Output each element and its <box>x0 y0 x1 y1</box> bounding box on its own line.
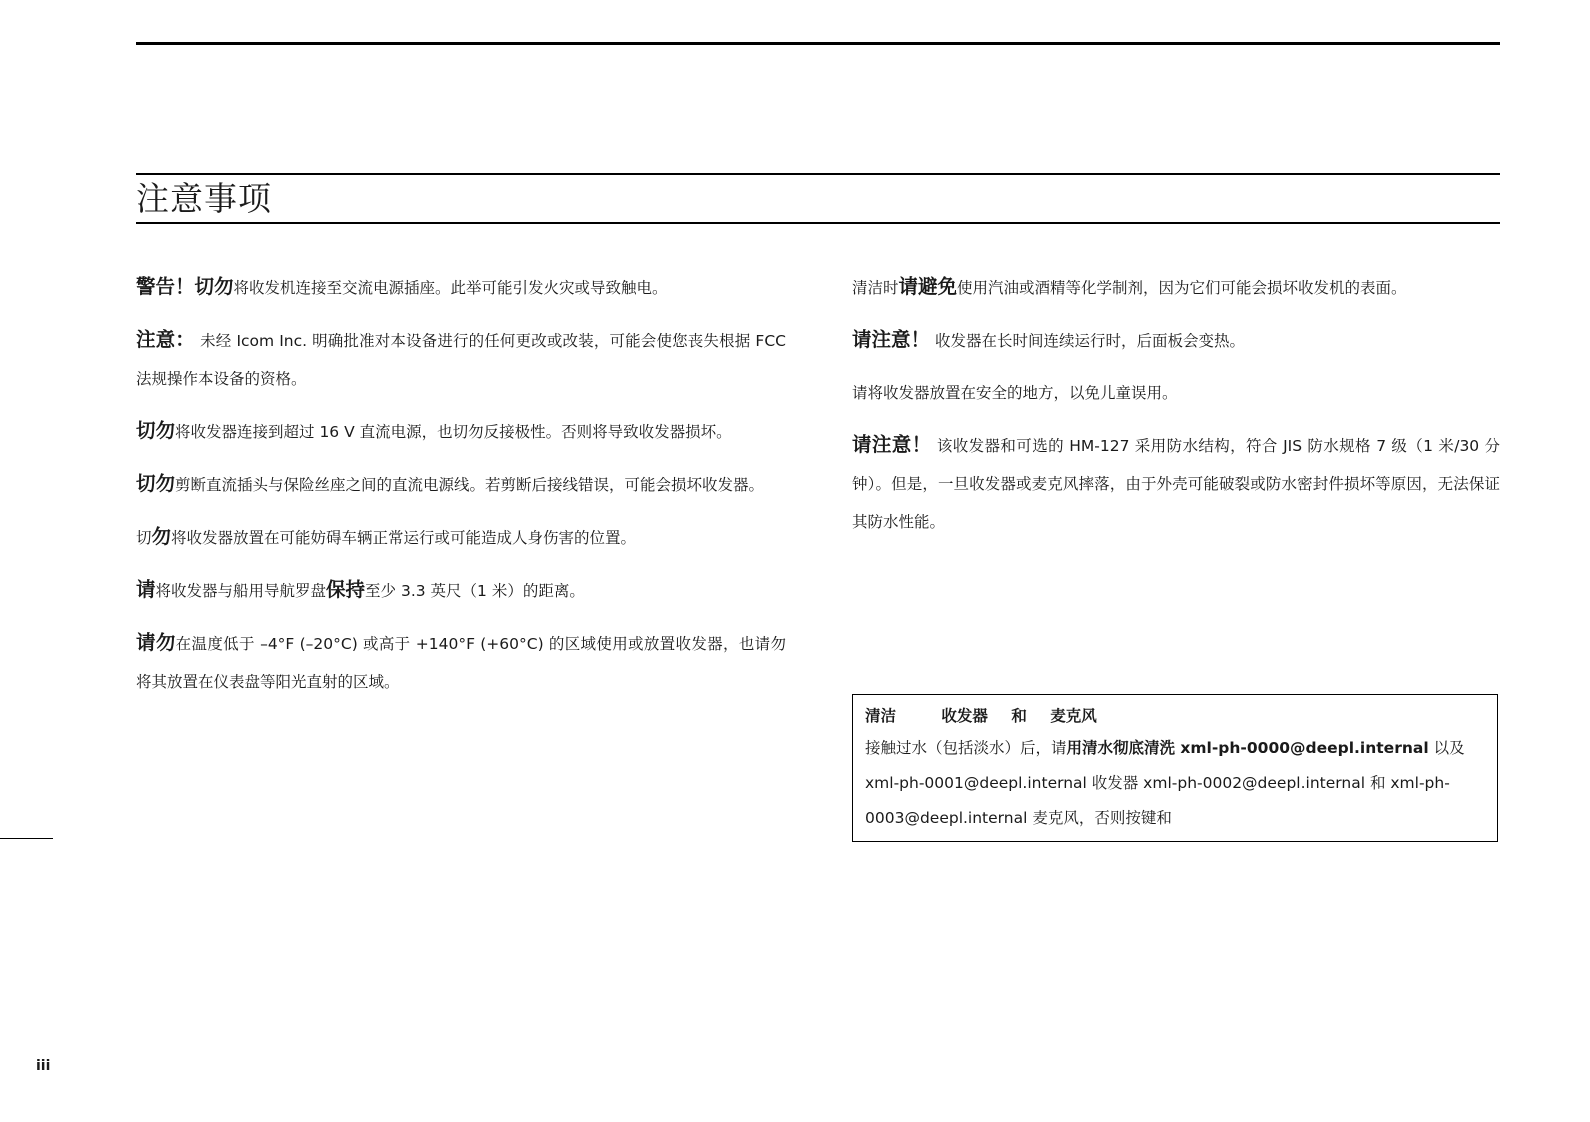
cleaning-text: 使用汽油或酒精等化学制剂，因为它们可能会损坏收发机的表面。 <box>957 279 1407 297</box>
never-place-pre: 切 <box>136 529 152 547</box>
compass-lead-2: 保持 <box>326 578 366 601</box>
keep-compass-distance <box>136 571 786 610</box>
cleaning-pre: 清洁时 <box>852 279 899 297</box>
page-number: iii <box>36 1058 51 1074</box>
box-text: 以及 xml-ph-0001@deepl.internal 收发器 xml-ph-0002@deepl.internal 和 xml-ph-0003@deepl.internal 麦克风，否则按键和 <box>865 739 1465 827</box>
compass-text-1: 将收发器与船用导航罗盘 <box>155 582 327 600</box>
never-16v <box>136 412 786 451</box>
temperature-text: 在温度低于 –4°F (–20°C) 或高于 +140°F (+60°C) 的区域使用或放置收发器，也请勿将其放置在仪表盘等阳光直射的区域。 <box>136 635 786 691</box>
never-place-lead: 勿 <box>151 525 172 548</box>
box-bold: 用清水彻底清洗 xml-ph-0000@deepl.internal <box>1066 739 1429 757</box>
cleaning-box-body <box>865 731 1485 836</box>
margin-rule <box>0 838 53 839</box>
caution-lead: 注意： <box>136 328 195 351</box>
top-rule <box>136 42 1500 45</box>
never-place-vehicle <box>136 518 786 557</box>
child-safety-text: 请将收发器放置在安全的地方，以免儿童误用。 <box>852 384 1178 402</box>
box-title-1: 清洁 <box>865 707 897 725</box>
page-title: 注意事项 <box>136 179 272 218</box>
rear-panel-hot <box>852 321 1500 360</box>
temperature-lead: 请勿 <box>136 631 176 654</box>
never-cut-lead: 切勿 <box>136 472 176 495</box>
never-16v-lead: 切勿 <box>136 419 176 442</box>
caution-fcc <box>136 321 786 398</box>
waterproof-text: 该收发器和可选的 HM-127 采用防水结构，符合 JIS 防水规格 7 级（1 米/30 分钟）。但是，一旦收发器或麦克风摔落，由于外壳可能破裂或防水密封件损坏等原因，无法保证其防水性能。 <box>852 437 1500 531</box>
never-place-text: 将收发器放置在可能妨碍车辆正常运行或可能造成人身伤害的位置。 <box>171 529 637 547</box>
cleaning-box <box>852 694 1498 842</box>
caution-text: 未经 Icom Inc. 明确批准对本设备进行的任何更改或改装，可能会使您丧失根据 FCC 法规操作本设备的资格。 <box>136 332 786 388</box>
left-column <box>136 268 786 715</box>
cleaning-lead: 请避免 <box>898 275 958 298</box>
box-pre: 接触过水（包括淡水）后，请 <box>865 739 1067 757</box>
compass-lead-1: 请 <box>136 578 156 601</box>
never-cut-text: 剪断直流插头与保险丝座之间的直流电源线。若剪断后接线错误，可能会损坏收发器。 <box>175 476 765 494</box>
warning-lead: 警告！切勿 <box>136 275 234 298</box>
cleaning-box-title <box>865 701 1485 731</box>
compass-text-2: 至少 3.3 英尺（1 米）的距离。 <box>365 582 585 600</box>
title-rule-bottom <box>136 222 1500 224</box>
rear-panel-lead: 请注意！ <box>852 328 931 351</box>
cleaning-chemicals <box>852 268 1500 307</box>
waterproof-lead: 请注意！ <box>852 433 932 456</box>
warning-ac-outlet <box>136 268 786 307</box>
child-safety <box>852 374 1500 412</box>
box-title-3: 和 <box>1011 707 1027 725</box>
never-16v-text: 将收发器连接到超过 16 V 直流电源，也切勿反接极性。否则将导致收发器损坏。 <box>175 423 732 441</box>
box-title-4: 麦克风 <box>1050 707 1097 725</box>
never-cut-cable <box>136 465 786 504</box>
title-rule-top <box>136 173 1500 175</box>
warning-text: 将收发机连接至交流电源插座。此举可能引发火灾或导致触电。 <box>233 279 668 297</box>
box-title-2: 收发器 <box>941 707 988 725</box>
temperature-warning <box>136 624 786 701</box>
waterproof-notice <box>852 426 1500 541</box>
rear-panel-text: 收发器在长时间连续运行时，后面板会变热。 <box>934 332 1245 350</box>
right-column <box>852 268 1500 555</box>
